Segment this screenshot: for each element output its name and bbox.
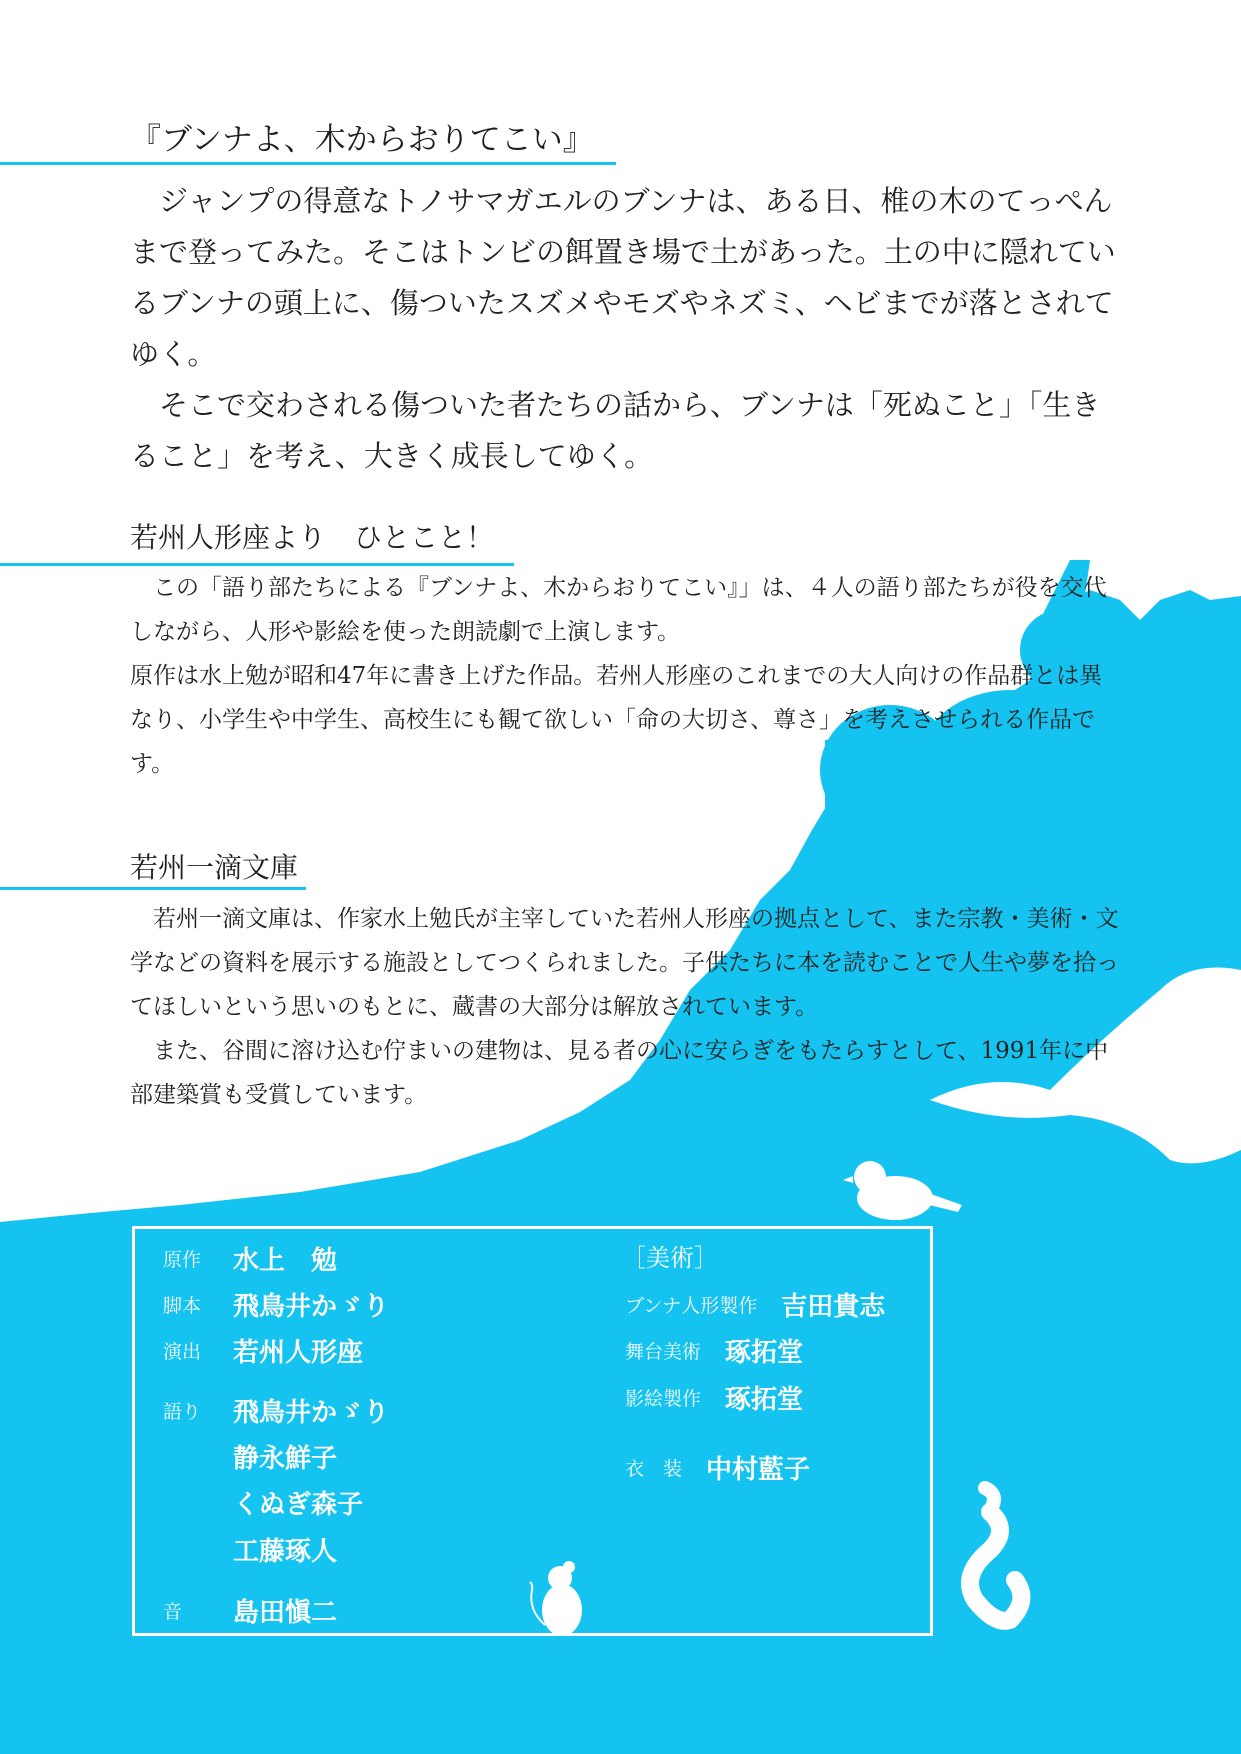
credit-role: 音 (163, 1601, 183, 1623)
library-underline (0, 887, 306, 890)
credit-name: 吉田貴志 (781, 1292, 886, 1322)
synopsis-section (130, 176, 1123, 482)
credit-role: 舞台美術 (625, 1341, 702, 1363)
credit-name: 琢拓堂 (725, 1385, 804, 1415)
library-section (130, 897, 1123, 1117)
library-paragraph: 若州一滴文庫は、作家水上勉氏が主宰していた若州人形座の拠点として、また宗教・美術・文学などの資料を展示する施設としてつくられました。子供たちに本を読むことで人生や夢を拾ってほしいという思いのもとに、蔵書の大部分は解放されています。 (130, 906, 1119, 1020)
credit-puppet (625, 1286, 885, 1323)
credit-name: 工藤琢人 (233, 1537, 338, 1567)
credit-name: 島田愼二 (233, 1598, 338, 1628)
credit-shadow (625, 1379, 803, 1416)
credit-role: 影絵製作 (625, 1388, 702, 1410)
credit-name: 中村藍子 (706, 1455, 811, 1485)
credit-stage-art (625, 1332, 803, 1369)
library-paragraph: また、谷間に溶け込む佇まいの建物は、見る者の心に安らぎをもたらすとして、1991年に中部建築賞も受賞しています。 (130, 1038, 1109, 1108)
page-title: 『ブンナよ、木からおりてこい』 (130, 122, 594, 158)
synopsis-paragraph: ジャンプの得意なトノサマガエルのブンナは、ある日、椎の木のてっぺんまで登ってみた。そこはトンビの餌置き場で土があった。土の中に隠れているブンナの頭上に、傷ついたスズメやモズやネズミ、ヘビまでが落とされてゆく。 (130, 184, 1116, 371)
title-underline (0, 162, 616, 165)
credit-narration-2 (233, 1438, 337, 1475)
message-paragraph: 原作は水上勉が昭和47年に書き上げた作品。若州人形座のこれまでの大人向けの作品群とは異なり、小学生や中学生、高校生にも観て欲しい「命の大切さ、尊さ」を考えさせられる作品です。 (130, 663, 1103, 777)
credit-role: 脚本 (163, 1295, 202, 1317)
message-heading: 若州人形座より ひとこと！ (130, 521, 495, 554)
credit-narration-4 (233, 1531, 337, 1568)
credit-narration-3 (233, 1484, 363, 1521)
credit-direction (163, 1332, 363, 1369)
credit-sound (163, 1592, 337, 1629)
credit-narration (163, 1392, 389, 1429)
message-section (130, 566, 1123, 786)
synopsis-paragraph: そこで交わされる傷ついた者たちの話から、ブンナは「死ぬこと」「生きること」を考え、大きく成長してゆく。 (130, 388, 1101, 473)
message-paragraph: この「語り部たちによる『ブンナよ、木からおりてこい』」は、４人の語り部たちが役を交代しながら、人形や影絵を使った朗読劇で上演します。 (130, 575, 1107, 645)
credit-name: 琢拓堂 (725, 1338, 804, 1368)
credit-name: 飛鳥井かゞり (233, 1398, 390, 1428)
library-heading: 若州一滴文庫 (130, 851, 299, 884)
credit-art-section: ［美術］ (622, 1244, 718, 1272)
credit-name: 静永鮮子 (233, 1444, 338, 1474)
credit-role: ブンナ人形製作 (625, 1295, 758, 1317)
credit-role: 原作 (163, 1249, 202, 1271)
credit-role: 語り (163, 1401, 202, 1423)
credit-original (163, 1240, 337, 1277)
credit-name: くぬぎ森子 (233, 1490, 364, 1520)
credit-name: 飛鳥井かゞり (233, 1292, 390, 1322)
credit-script (163, 1286, 389, 1323)
credit-name: 水上 勉 (233, 1246, 338, 1276)
credit-name: 若州人形座 (233, 1338, 364, 1368)
credit-costume (625, 1449, 810, 1486)
credit-role: 衣 装 (625, 1458, 683, 1480)
credit-role: 演出 (163, 1341, 202, 1363)
